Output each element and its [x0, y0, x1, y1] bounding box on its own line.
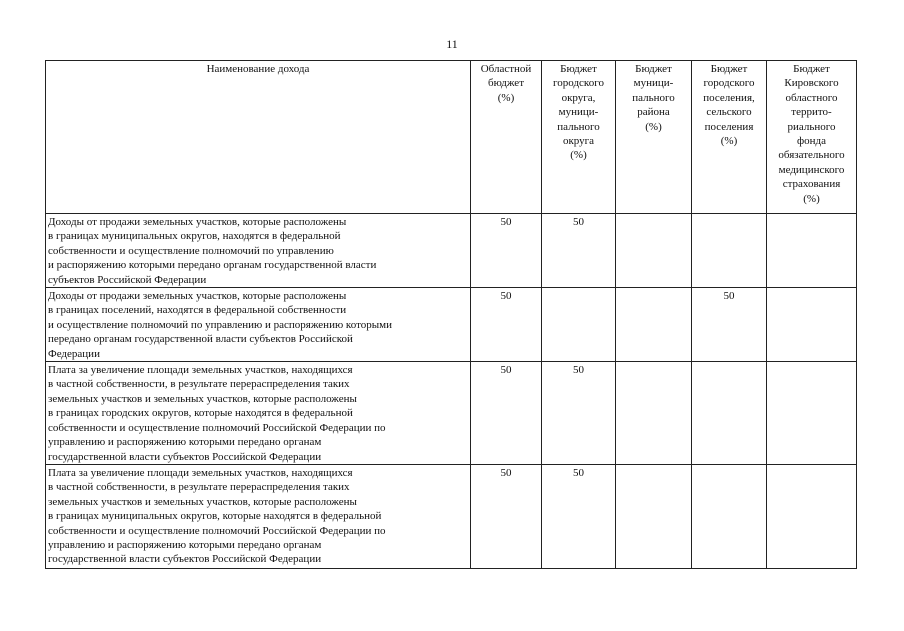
income-name-cell: Доходы от продажи земельных участков, которые расположены в границах поселений, находятся в федеральной собственности и осуществление полномочий по управлению и распоряжению которыми передано органам государственной власти субъектов Российской Федерации [46, 288, 471, 362]
fund-share-cell [767, 214, 857, 288]
table-header-row [46, 61, 857, 214]
city-district-share-cell: 50 [542, 214, 616, 288]
income-name-cell: Плата за увеличение площади земельных участков, находящихся в частной собственности, в результате перераспределения таких земельных участков и земельных участков, которые расположены в границах городских округов, которые находятся в федеральной собственности и осуществление полномочий Российской Федерации по управлению и распоряжению которыми передано органам государственной власти субъектов Российской Федерации [46, 362, 471, 465]
header-municipal-district-budget: Бюджет муници- пального района (%) [616, 61, 692, 214]
revenue-distribution-table [45, 60, 857, 569]
table-row [46, 288, 857, 362]
header-city-district-budget: Бюджет городского округа, муници- пального округа (%) [542, 61, 616, 214]
municipal-district-share-cell [616, 288, 692, 362]
table-row [46, 362, 857, 465]
municipal-district-share-cell [616, 214, 692, 288]
page-number: 11 [446, 37, 458, 51]
header-medical-insurance-fund-budget: Бюджет Кировского областного террито- риального фонда обязательного медицинского страхования (%) [767, 61, 857, 214]
fund-share-cell [767, 362, 857, 465]
income-name-cell: Доходы от продажи земельных участков, которые расположены в границах муниципальных округов, находятся в федеральной собственности и осуществление полномочий по управлению и распоряжению которыми передано органам государственной власти субъектов Российской Федерации [46, 214, 471, 288]
fund-share-cell [767, 288, 857, 362]
income-name-cell: Плата за увеличение площади земельных участков, находящихся в частной собственности, в результате перераспределения таких земельных участков и земельных участков, которые расположены в границах муниципальных округов, которые находятся в федеральной собственности и осуществление полномочий Российской Федерации по управлению и распоряжению которыми передано органам государственной власти субъектов Российской Федерации [46, 464, 471, 568]
regional-share-cell: 50 [471, 288, 542, 362]
table-row [46, 464, 857, 568]
city-district-share-cell [542, 288, 616, 362]
municipal-district-share-cell [616, 464, 692, 568]
settlement-share-cell [692, 214, 767, 288]
regional-share-cell: 50 [471, 362, 542, 465]
header-regional-budget: Областной бюджет (%) [471, 61, 542, 214]
fund-share-cell [767, 464, 857, 568]
table-row [46, 214, 857, 288]
settlement-share-cell [692, 464, 767, 568]
regional-share-cell: 50 [471, 464, 542, 568]
header-settlement-budget: Бюджет городского поселения, сельского поселения (%) [692, 61, 767, 214]
city-district-share-cell: 50 [542, 362, 616, 465]
municipal-district-share-cell [616, 362, 692, 465]
settlement-share-cell: 50 [692, 288, 767, 362]
regional-share-cell: 50 [471, 214, 542, 288]
city-district-share-cell: 50 [542, 464, 616, 568]
header-income-name: Наименование дохода [46, 61, 471, 214]
settlement-share-cell [692, 362, 767, 465]
